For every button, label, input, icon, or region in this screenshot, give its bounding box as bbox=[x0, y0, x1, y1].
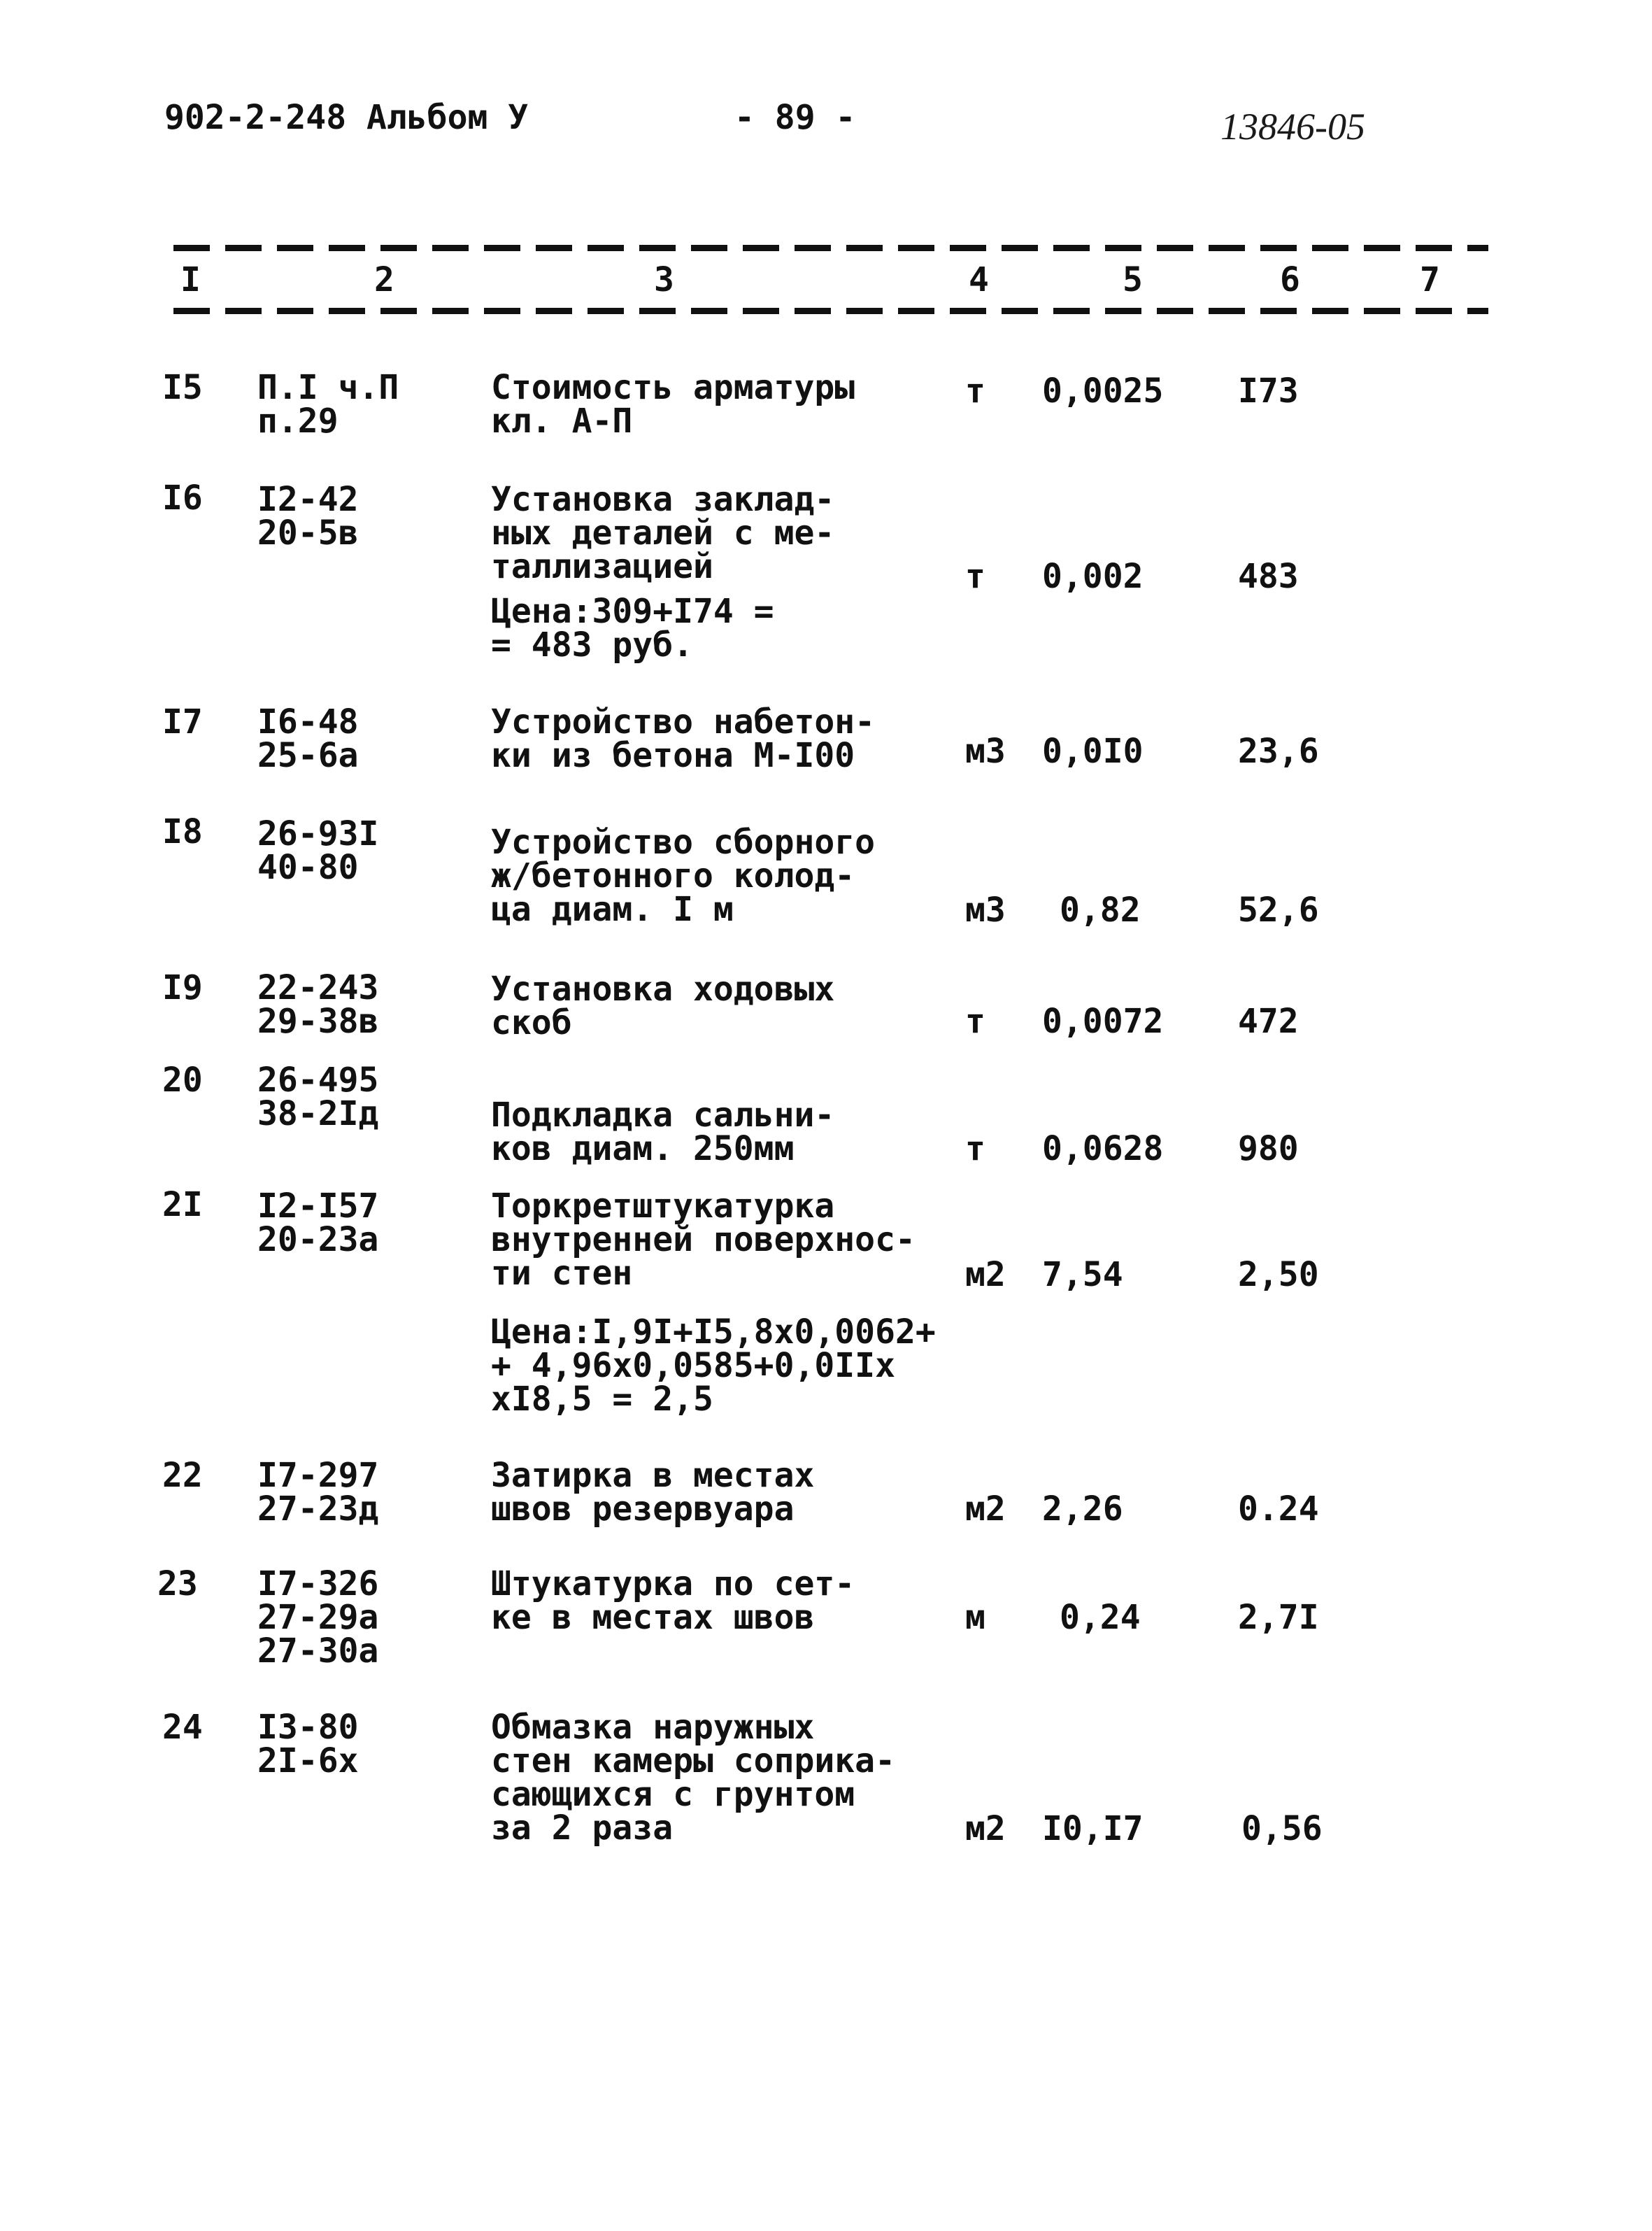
norm-reference: 26-93I 40-80 bbox=[257, 814, 379, 887]
album-title: 902-2-248 Альбом У bbox=[164, 98, 529, 137]
work-description: Штукатурка по сет- ке в местах швов bbox=[491, 1564, 855, 1637]
unit-price: 2,7I bbox=[1238, 1598, 1319, 1637]
quantity: 0,0025 bbox=[1042, 371, 1164, 411]
column-number-6: 6 bbox=[1280, 260, 1300, 299]
column-number-5: 5 bbox=[1123, 260, 1143, 299]
norm-reference: I2-42 20-5в bbox=[257, 480, 359, 553]
work-description: Обмазка наружных стен камеры соприка- сающихся с грунтом за 2 раза bbox=[491, 1708, 895, 1848]
unit-price: 980 bbox=[1238, 1129, 1299, 1168]
work-description: Установка заклад- ных деталей с ме- таллизацией bbox=[491, 480, 835, 586]
price-calculation-note: Цена:I,9I+I5,8х0,0062+ + 4,96х0,0585+0,0IIх хI8,5 = 2,5 bbox=[491, 1312, 936, 1419]
quantity: 0,0628 bbox=[1042, 1129, 1164, 1168]
unit: м2 bbox=[965, 1489, 1006, 1529]
quantity: 0,24 bbox=[1060, 1598, 1141, 1637]
unit: м2 bbox=[965, 1255, 1006, 1294]
row-number: I7 bbox=[162, 702, 203, 742]
unit: м3 bbox=[965, 732, 1006, 771]
column-number-2: 2 bbox=[374, 260, 394, 299]
unit-price: 472 bbox=[1238, 1002, 1299, 1041]
norm-reference: I2-I57 20-23а bbox=[257, 1187, 379, 1259]
unit-price: 0,56 bbox=[1241, 1809, 1323, 1848]
quantity: 0,002 bbox=[1042, 557, 1144, 596]
unit-price: 23,6 bbox=[1238, 732, 1319, 771]
row-number: 2I bbox=[162, 1185, 203, 1224]
row-number: 22 bbox=[162, 1456, 203, 1495]
row-number: 24 bbox=[162, 1708, 203, 1747]
column-number-4: 4 bbox=[969, 260, 989, 299]
unit: т bbox=[965, 1129, 985, 1168]
norm-reference: П.I ч.П п.29 bbox=[257, 368, 399, 441]
norm-reference: 22-243 29-38в bbox=[257, 968, 379, 1041]
price-calculation-note: Цена:309+I74 = = 483 руб. bbox=[491, 592, 774, 665]
unit: м bbox=[965, 1598, 985, 1637]
row-number: I5 bbox=[162, 368, 203, 407]
row-number: I6 bbox=[162, 479, 203, 518]
norm-reference: I3-80 2I-6х bbox=[257, 1708, 359, 1780]
work-description: Торкретштукатурка внутренней поверхнос- ти стен bbox=[491, 1187, 916, 1293]
unit-price: 52,6 bbox=[1238, 891, 1319, 930]
quantity: 7,54 bbox=[1042, 1255, 1123, 1294]
unit: т bbox=[965, 1002, 985, 1041]
work-description: Стоимость арматуры кл. А-П bbox=[491, 368, 855, 441]
column-number-1: I bbox=[180, 260, 201, 299]
column-number-3: 3 bbox=[654, 260, 674, 299]
norm-reference: I7-326 27-29а 27-30а bbox=[257, 1564, 379, 1671]
unit-price: I73 bbox=[1238, 371, 1299, 411]
norm-reference: 26-495 38-2Iд bbox=[257, 1061, 379, 1133]
quantity: 0,0072 bbox=[1042, 1002, 1164, 1041]
unit-price: 2,50 bbox=[1238, 1255, 1319, 1294]
work-description: Подкладка сальни- ков диам. 250мм bbox=[491, 1096, 835, 1168]
row-number: I9 bbox=[162, 968, 203, 1007]
work-description: Установка ходовых скоб bbox=[491, 970, 835, 1042]
work-description: Устройство сборного ж/бетонного колод- ца диам. I м bbox=[491, 823, 876, 929]
table-header-rule bbox=[173, 308, 1488, 314]
table-top-rule bbox=[173, 245, 1488, 251]
work-description: Затирка в местах швов резервуара bbox=[491, 1456, 815, 1529]
unit-price: 0.24 bbox=[1238, 1489, 1319, 1529]
norm-reference: I7-297 27-23д bbox=[257, 1456, 379, 1529]
row-number: I8 bbox=[162, 812, 203, 851]
unit: т bbox=[965, 371, 985, 411]
unit: м3 bbox=[965, 891, 1006, 930]
document-code: 13846-05 bbox=[1220, 106, 1365, 148]
work-description: Устройство набетон- ки из бетона М-I00 bbox=[491, 702, 876, 775]
quantity: 0,82 bbox=[1060, 891, 1141, 930]
row-number: 20 bbox=[162, 1061, 203, 1100]
quantity: 0,0I0 bbox=[1042, 732, 1144, 771]
column-number-7: 7 bbox=[1420, 260, 1440, 299]
quantity: 2,26 bbox=[1042, 1489, 1123, 1529]
page-number: - 89 - bbox=[734, 98, 856, 137]
row-number: 23 bbox=[157, 1564, 198, 1603]
norm-reference: I6-48 25-6а bbox=[257, 702, 359, 775]
unit-price: 483 bbox=[1238, 557, 1299, 596]
unit: т bbox=[965, 557, 985, 596]
quantity: I0,I7 bbox=[1042, 1809, 1144, 1848]
unit: м2 bbox=[965, 1809, 1006, 1848]
